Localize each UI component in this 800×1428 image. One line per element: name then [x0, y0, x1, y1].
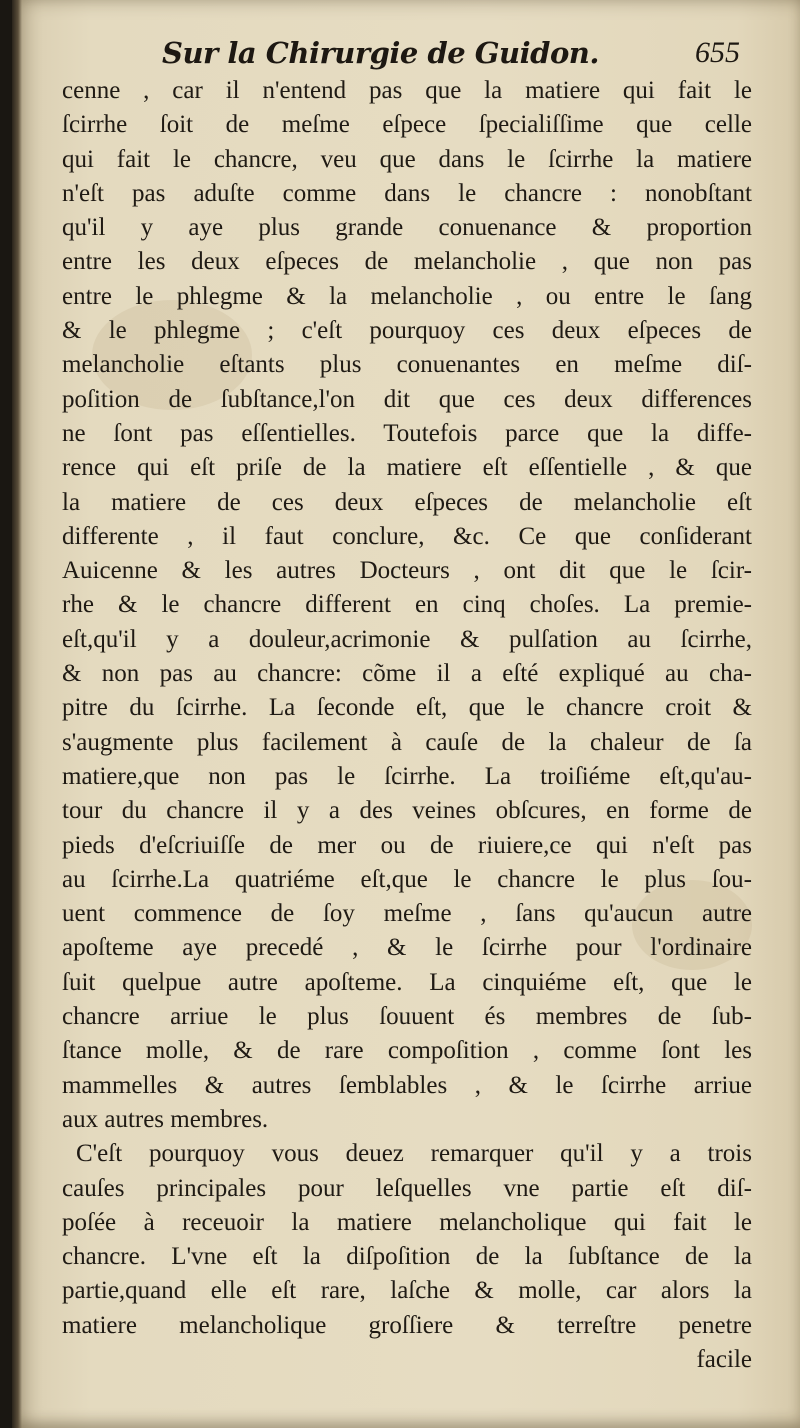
- text-line: Auicenne & les autres Docteurs , ont dit que le ſcir-: [62, 557, 752, 585]
- text-line: chancre. L'vne eſt la diſpoſition de la ſubſtance de la: [62, 1243, 752, 1271]
- text-line: ne ſont pas eſſentielles. Toutefois parce que la diffe-: [62, 419, 752, 447]
- text-line: qui fait le chancre, veu que dans le ſcirrhe la matiere: [62, 145, 752, 173]
- text-line: pieds d'eſcriuiſſe de mer ou de riuiere,ce qui n'eſt pas: [62, 831, 752, 859]
- text-line: melancholie eſtants plus conuenantes en meſme diſ-: [62, 351, 752, 379]
- catchword: facile: [696, 1345, 752, 1373]
- text-line: qu'il y aye plus grande conuenance & proportion: [62, 214, 752, 242]
- text-line: tour du chancre il y a des veines obſcures, en forme de: [62, 797, 752, 825]
- text-line: entre le phlegme & la melancholie , ou entre le ſang: [62, 282, 752, 310]
- text-line: chancre arriue le plus ſouuent és membres de ſub-: [62, 1003, 752, 1031]
- text-line: pitre du ſcirrhe. La ſeconde eſt, que le chancre croit &: [62, 694, 752, 722]
- text-line: apoſteme aye precedé , & le ſcirrhe pour l'ordinaire: [62, 934, 752, 962]
- running-title: Sur la Chirurgie de Guidon.: [162, 36, 599, 70]
- text-line: n'eſt pas aduſte comme dans le chancre : nonobſtant: [62, 179, 752, 207]
- body-text: [62, 74, 752, 1377]
- text-line: entre les deux eſpeces de melancholie , que non pas: [62, 248, 752, 276]
- text-line: partie,quand elle eſt rare, laſche & molle, car alors la: [62, 1277, 752, 1305]
- text-line: & le phlegme ; c'eſt pourquoy ces deux eſpeces de: [62, 317, 752, 345]
- text-line: differente , il faut conclure, &c. Ce que conſiderant: [62, 522, 752, 550]
- text-line: & non pas au chancre: cõme il a eſté expliqué au cha-: [62, 660, 752, 688]
- text-line: cenne , car il n'entend pas que la matiere qui fait le: [62, 77, 752, 104]
- text-line: la matiere de ces deux eſpeces de melancholie eſt: [62, 488, 752, 516]
- text-line: cauſes principales pour leſquelles vne partie eſt diſ-: [62, 1174, 752, 1202]
- text-line: rence qui eſt priſe de la matiere eſt eſſentielle , & que: [62, 454, 752, 482]
- text-line: poſition de ſubſtance,l'on dit que ces deux differences: [62, 385, 752, 413]
- text-line: matiere,que non pas le ſcirrhe. La troiſiéme eſt,qu'au-: [62, 762, 752, 790]
- text-line: matiere melancholique groſſiere & terreſtre penetre: [62, 1311, 752, 1339]
- text-line: uent commence de ſoy meſme , ſans qu'aucun autre: [62, 900, 752, 928]
- text-line: C'eſt pourquoy vous deuez remarquer qu'il y a trois: [76, 1140, 752, 1168]
- text-line: s'augmente plus facilement à cauſe de la chaleur de ſa: [62, 728, 752, 756]
- text-line: ſuit quelpue autre apoſteme. La cinquiéme eſt, que le: [62, 968, 752, 996]
- text-line: poſée à receuoir la matiere melancholique qui fait le: [62, 1208, 752, 1236]
- text-line: mammelles & autres ſemblables , & le ſcirrhe arriue: [62, 1071, 752, 1099]
- text-line: ſtance molle, & de rare compoſition , comme ſont les: [62, 1037, 752, 1065]
- text-line: eſt,qu'il y a douleur,acrimonie & pulſation au ſcirrhe,: [62, 625, 752, 653]
- text-line: au ſcirrhe.La quatriéme eſt,que le chancre le plus ſou-: [62, 865, 752, 893]
- text-line: rhe & le chancre different en cinq choſes. La premie-: [62, 591, 752, 619]
- paragraph-last-line: aux autres membres.: [62, 1105, 269, 1133]
- book-page: [12, 0, 800, 1428]
- text-line: ſcirrhe ſoit de meſme eſpece ſpecialiſſime que celle: [62, 111, 752, 139]
- page-number: 655: [695, 36, 740, 69]
- page-spine-shadow: [12, 0, 22, 1428]
